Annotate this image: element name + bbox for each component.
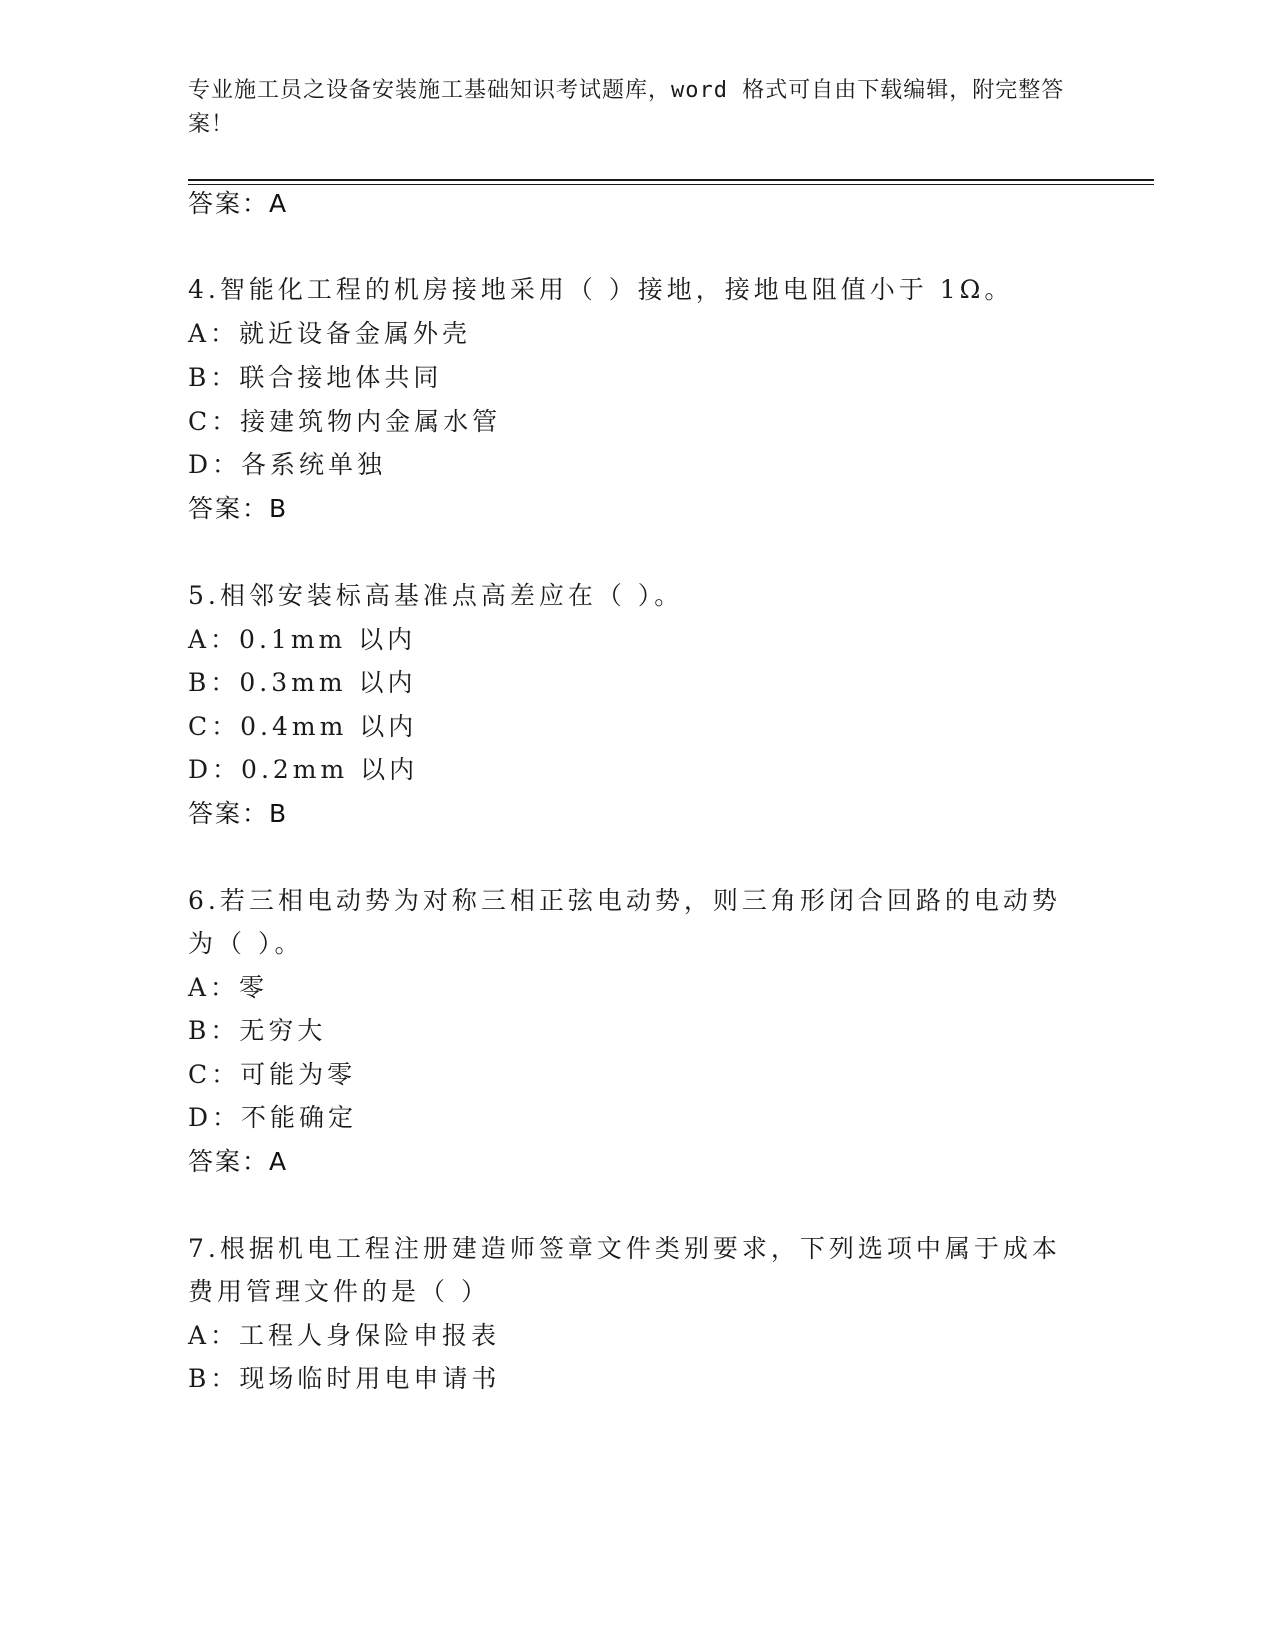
question-6-stem-line-1: 6.若三相电动势为对称三相正弦电动势，则三角形闭合回路的电动势 [188, 886, 1061, 915]
question-5-stem: 5.相邻安装标高基准点高差应在（ ）。 [188, 581, 684, 610]
question-4-option-a: A：就近设备金属外壳 [188, 319, 472, 348]
question-5-option-d: D：0.2mm 以内 [188, 755, 419, 784]
question-4-option-d: D：各系统单独 [188, 450, 387, 479]
question-7-option-b: B：现场临时用电申请书 [188, 1364, 501, 1393]
question-6-option-a: A：零 [188, 973, 269, 1002]
header-rule-thick [188, 179, 1154, 181]
question-7-option-a: A：工程人身保险申报表 [188, 1321, 501, 1350]
question-5-option-a: A：0.1mm 以内 [188, 625, 417, 654]
question-4-option-b: B：联合接地体共同 [188, 363, 443, 392]
question-6-stem-line-2: 为（ ）。 [188, 929, 304, 958]
question-4-option-c: C：接建筑物内金属水管 [188, 407, 502, 436]
document-header: 专业施工员之设备安装施工基础知识考试题库，word 格式可自由下载编辑，附完整答案！ [188, 78, 1065, 137]
question-5-answer: 答案：B [188, 799, 289, 828]
question-6-option-d: D：不能确定 [188, 1103, 358, 1132]
question-6-answer: 答案：A [188, 1147, 289, 1176]
question-5-option-b: B：0.3mm 以内 [188, 668, 417, 697]
question-7-stem-line-2: 费用管理文件的是（ ） [188, 1277, 490, 1306]
header-rule-thin [188, 184, 1154, 185]
question-5-option-c: C：0.4mm 以内 [188, 712, 418, 741]
question-6-option-c: C：可能为零 [188, 1060, 357, 1089]
question-4-stem: 4.智能化工程的机房接地采用（ ）接地，接地电阻值小于 1Ω。 [188, 275, 1014, 304]
question-7-stem-line-1: 7.根据机电工程注册建造师签章文件类别要求，下列选项中属于成本 [188, 1234, 1061, 1263]
answer-line: 答案：A [188, 189, 289, 218]
question-4-answer: 答案：B [188, 494, 289, 523]
question-6-option-b: B：无穷大 [188, 1016, 327, 1045]
